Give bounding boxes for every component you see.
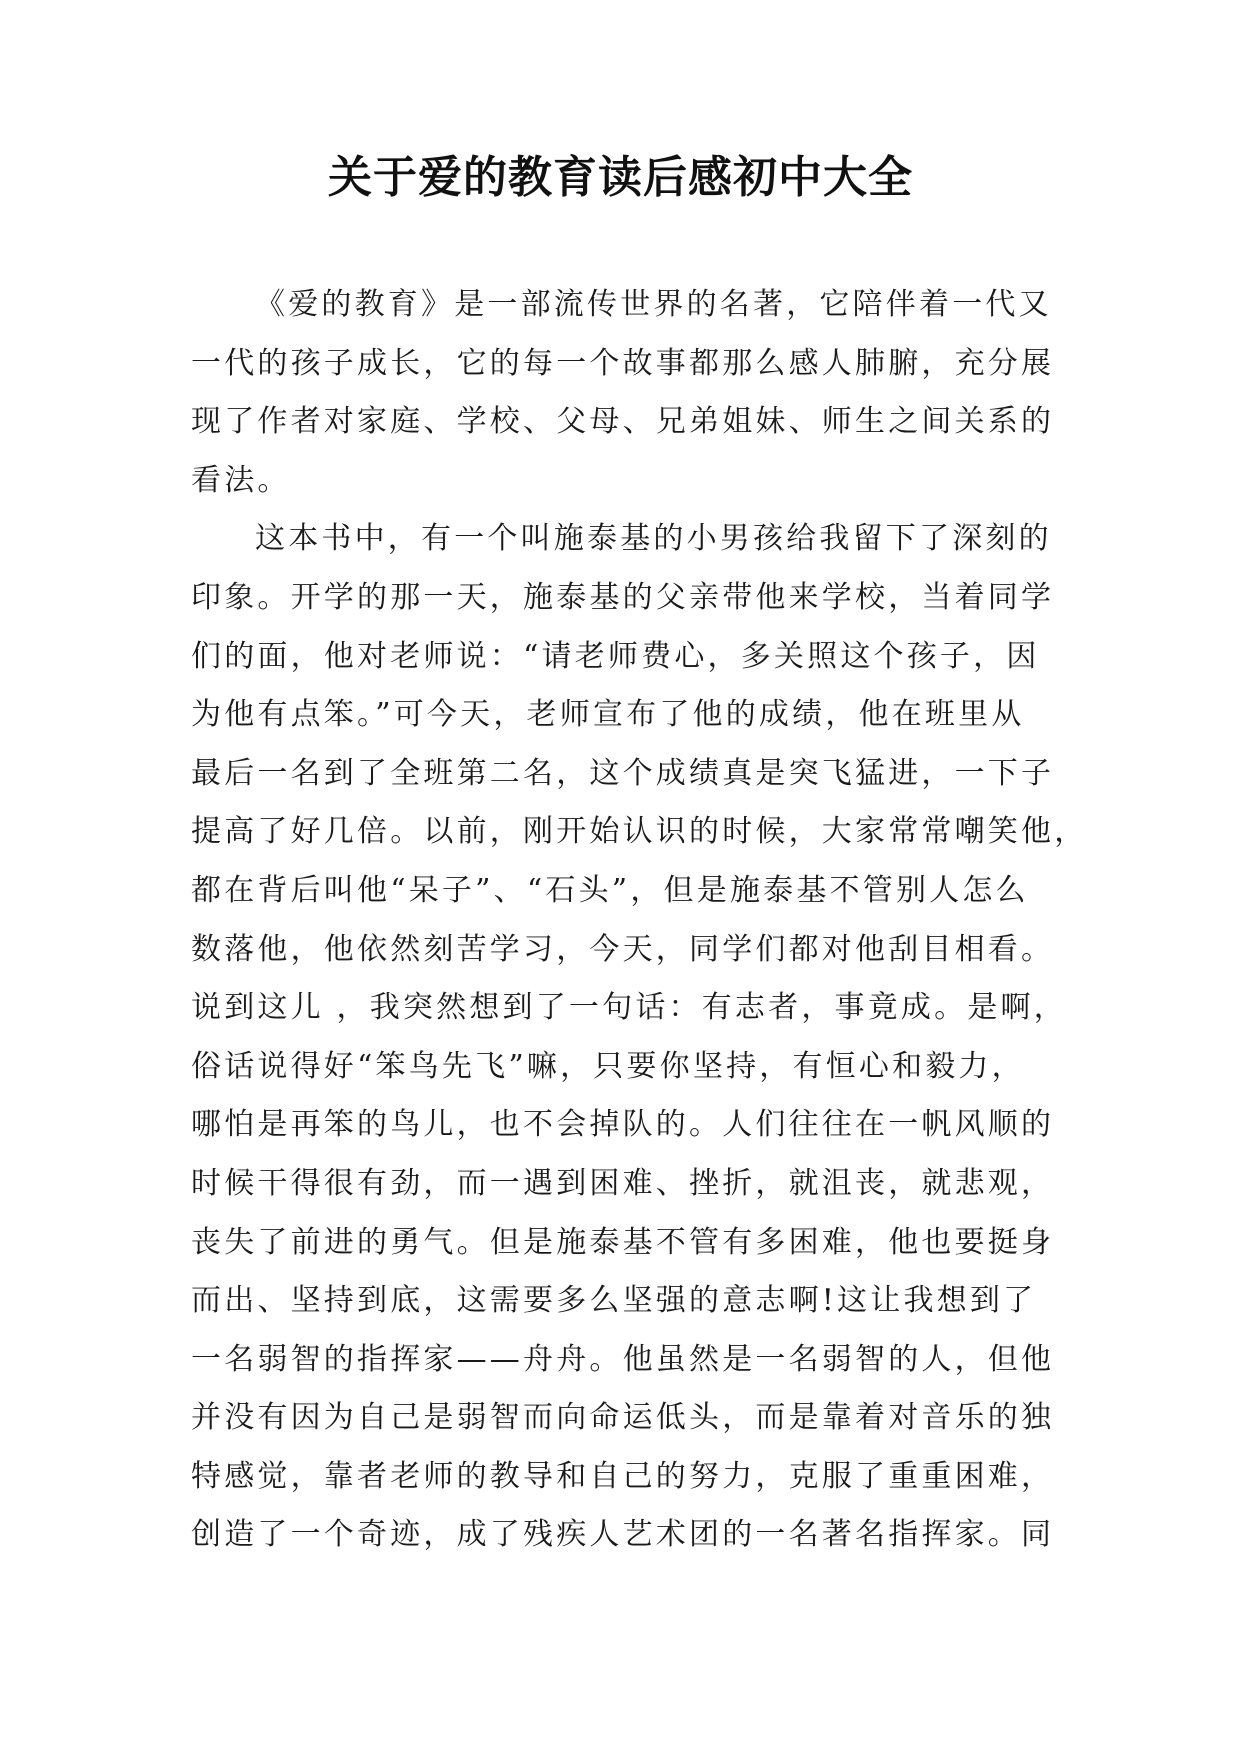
text-line: 哪怕是再笨的鸟儿，也不会掉队的。人们往往在一帆风顺的 <box>191 1107 1055 1143</box>
text-line: 这本书中，有一个叫施泰基的小男孩给我留下了深刻的 <box>255 521 1052 557</box>
text-line: 时候干得很有劲，而一遇到困难、挫折，就沮丧，就悲观， <box>191 1165 1055 1201</box>
text-line: 创造了一个奇迹，成了残疾人艺术团的一名著名指挥家。同 <box>191 1517 1055 1553</box>
text-line: 丧失了前进的勇气。但是施泰基不管有多困难，他也要挺身 <box>191 1224 1055 1260</box>
text-line: 而出、坚持到底，这需要多么坚强的意志啊!这让我想到了 <box>191 1283 1037 1319</box>
text-line: 数落他，他依然刻苦学习，今天，同学们都对他刮目相看。 <box>191 931 1055 967</box>
text-line: 都在背后叫他“呆子”、“石头”，但是施泰基不管别人怎么 <box>191 872 1029 908</box>
text-line: 为他有点笨。”可今天，老师宣布了他的成绩，他在班里从 <box>191 697 1025 733</box>
text-line: 一名弱智的指挥家——舟舟。他虽然是一名弱智的人，但他 <box>191 1341 1055 1377</box>
text-line: 《爱的教育》是一部流传世界的名著，它陪伴着一代又 <box>255 287 1052 322</box>
paragraph-story <box>191 510 1088 1565</box>
text-line: 俗话说得好“笨鸟先飞”嘛，只要你坚持，有恒心和毅力， <box>191 1048 1025 1084</box>
text-line: 们的面，他对老师说：“请老师费心，多关照这个孩子，因 <box>191 638 1040 674</box>
text-line: 提高了好几倍。以前，刚开始认识的时候，大家常常嘲笑他， <box>191 814 1088 850</box>
text-line: 特感觉，靠者老师的教导和自己的努力，克服了重重困难， <box>191 1458 1055 1494</box>
text-line: 印象。开学的那一天，施泰基的父亲带他来学校，当着同学 <box>191 579 1055 615</box>
document-body <box>191 276 1088 1565</box>
text-line: 一代的孩子成长，它的每一个故事都那么感人肺腑，充分展 <box>191 345 1055 381</box>
paragraph-intro <box>191 276 1055 510</box>
text-line: 最后一名到了全班第二名，这个成绩真是突飞猛进，一下子 <box>191 755 1055 791</box>
text-line: 看法。 <box>191 462 291 498</box>
text-line: 现了作者对家庭、学校、父母、兄弟姐妹、师生之间关系的 <box>191 404 1055 440</box>
text-line: 并没有因为自己是弱智而向命运低头，而是靠着对音乐的独 <box>191 1400 1055 1436</box>
text-line: 说到这儿 ，我突然想到了一句话：有志者，事竟成。是啊， <box>191 990 1067 1026</box>
document-title: 关于爱的教育读后感初中大全 <box>328 152 913 203</box>
